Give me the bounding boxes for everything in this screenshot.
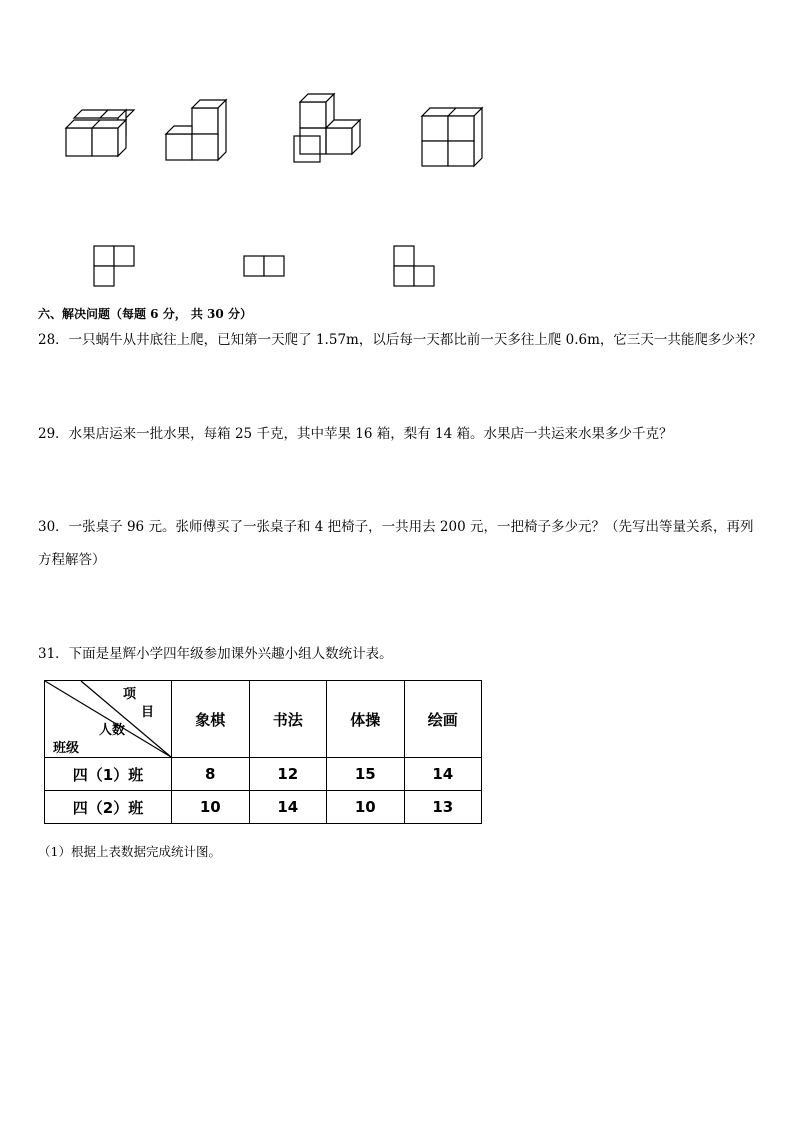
table-corner-cell xyxy=(45,681,172,758)
view-figure-b xyxy=(244,256,284,276)
corner-label-count: 人数 xyxy=(99,723,126,738)
table-cell: 8 xyxy=(172,758,250,791)
table-cell: 12 xyxy=(249,758,327,791)
question-30: 30．一张桌子 96 元。张师傅买了一张桌子和 4 把椅子，一共用去 200 元，一把椅子多少元？（先写出等量关系，再列 xyxy=(38,519,754,535)
view-figure-c xyxy=(394,246,434,286)
section-title: 六、解决问题（每题 6 分， 共 30 分） xyxy=(38,307,252,321)
column-header: 象棋 xyxy=(172,681,250,758)
question-29: 29．水果店运来一批水果，每箱 25 千克，其中苹果 16 箱，梨有 14 箱。水果店一共运来水果多少千克？ xyxy=(38,426,673,442)
table-cell: 10 xyxy=(327,791,405,824)
table-cell: 13 xyxy=(404,791,482,824)
table-header-row xyxy=(45,681,482,758)
column-header: 绘画 xyxy=(404,681,482,758)
table-cell: 14 xyxy=(404,758,482,791)
table-row xyxy=(45,791,482,824)
table-row xyxy=(45,758,482,791)
cube-figure-1 xyxy=(0,0,794,300)
column-header: 书法 xyxy=(249,681,327,758)
column-header: 体操 xyxy=(327,681,405,758)
view-figure-a xyxy=(94,246,134,286)
corner-label-item-bottom: 目 xyxy=(141,705,155,720)
question-31-sub-1: （1）根据上表数据完成统计图。 xyxy=(38,844,221,859)
question-31: 31．下面是星辉小学四年级参加课外兴趣小组人数统计表。 xyxy=(38,646,393,662)
corner-label-item-top: 项 xyxy=(123,687,137,702)
question-28: 28．一只蜗牛从井底往上爬，已知第一天爬了 1.57m，以后每一天都比前一天多往上爬 0.6m，它三天一共能爬多少米？ xyxy=(38,332,762,348)
corner-label-class: 班级 xyxy=(53,741,80,756)
table-cell: 15 xyxy=(327,758,405,791)
question-30-cont: 方程解答） xyxy=(38,552,106,568)
row-label: 四（2）班 xyxy=(45,791,172,824)
table-cell: 10 xyxy=(172,791,250,824)
table-cell: 14 xyxy=(249,791,327,824)
row-label: 四（1）班 xyxy=(45,758,172,791)
stats-table xyxy=(44,680,482,824)
